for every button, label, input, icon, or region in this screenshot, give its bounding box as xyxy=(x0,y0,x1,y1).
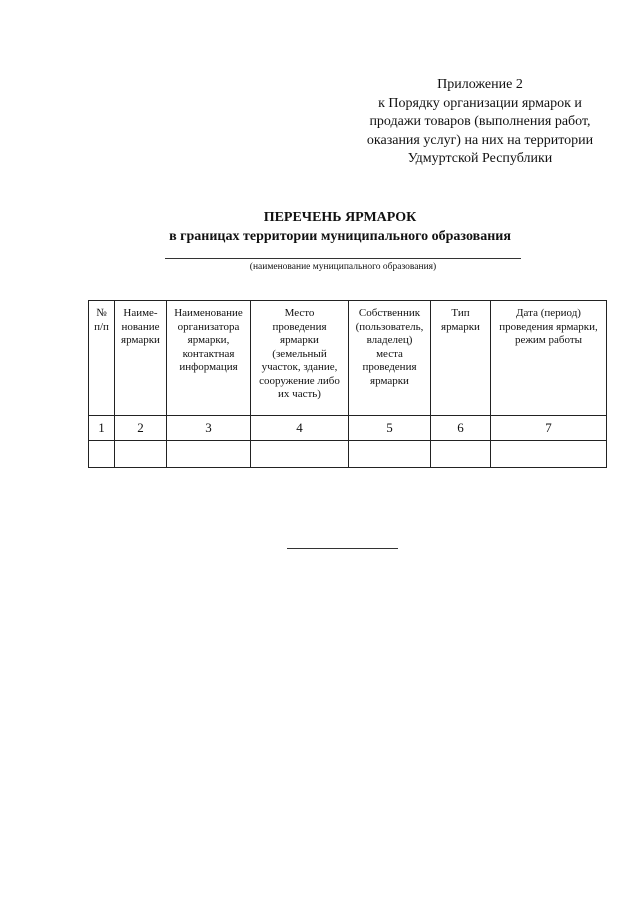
municipality-name-line xyxy=(165,258,521,259)
fairs-table xyxy=(88,300,607,468)
empty-cell xyxy=(251,441,349,468)
empty-cell xyxy=(89,441,115,468)
table-empty-row xyxy=(89,441,607,468)
end-line xyxy=(287,548,398,549)
header-cell xyxy=(491,301,607,416)
municipality-caption: (наименование муниципального образования) xyxy=(249,262,437,272)
header-cell xyxy=(349,301,431,416)
number-cell: 5 xyxy=(349,416,431,441)
header-cell-text: № п/п xyxy=(94,307,109,333)
title-main: ПЕРЕЧЕНЬ ЯРМАРОК xyxy=(263,210,417,225)
appendix-line: Удмуртской Республики xyxy=(407,151,553,166)
header-cell-text: Собственник (пользователь, владелец) места проведения ярмарки xyxy=(355,307,424,387)
empty-cell xyxy=(115,441,167,468)
header-cell xyxy=(251,301,349,416)
header-cell-text: Место проведения ярмарки (земельный участок, здание, сооружение либо их часть) xyxy=(259,307,340,400)
appendix-line: оказания услуг) на них на территории xyxy=(366,132,594,148)
document-title xyxy=(0,208,640,246)
header-cell-text: Дата (период) проведения ярмарки, режим работы xyxy=(499,307,598,346)
table-number-row xyxy=(89,416,607,441)
header-cell xyxy=(167,301,251,416)
empty-cell xyxy=(167,441,251,468)
number-cell: 6 xyxy=(431,416,491,441)
header-cell xyxy=(431,301,491,416)
header-cell xyxy=(89,301,115,416)
appendix-block xyxy=(330,76,630,169)
number-cell: 7 xyxy=(491,416,607,441)
empty-cell xyxy=(491,441,607,468)
number-cell: 4 xyxy=(251,416,349,441)
appendix-line: Приложение 2 xyxy=(437,77,523,92)
number-cell: 2 xyxy=(115,416,167,441)
title-sub: в границах территории муниципального образования xyxy=(169,229,511,244)
empty-cell xyxy=(431,441,491,468)
empty-cell xyxy=(349,441,431,468)
header-cell-text: Тип ярмарки xyxy=(441,307,480,333)
table-header-row xyxy=(89,301,607,416)
appendix-line: продажи товаров (выполнения работ, xyxy=(369,114,591,129)
header-cell xyxy=(115,301,167,416)
number-cell: 3 xyxy=(167,416,251,441)
number-cell: 1 xyxy=(89,416,115,441)
header-cell-text: Наименование организатора ярмарки, контактная информация xyxy=(174,307,243,373)
header-cell-text: Наиме- нование ярмарки xyxy=(121,307,160,346)
appendix-line: к Порядку организации ярмарок и xyxy=(378,95,582,111)
